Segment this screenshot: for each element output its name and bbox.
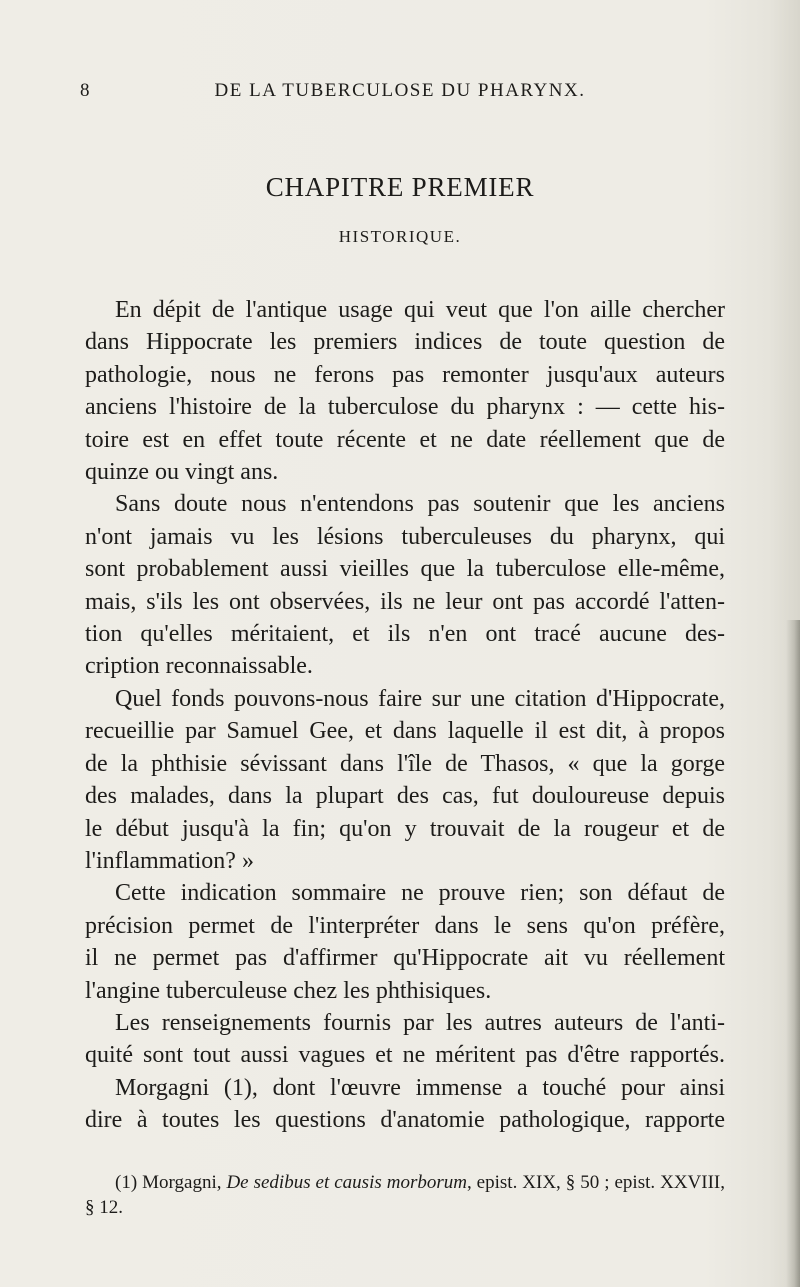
text-line: le début jusqu'à la fin; qu'on y trouvait de la rougeur et de xyxy=(85,815,725,842)
text-line: dire à toutes les questions d'anatomie pathologique, rapporte xyxy=(85,1107,725,1134)
text-line: des malades, dans la plupart des cas, fut douloureuse depuis xyxy=(85,783,725,810)
footnote-line xyxy=(85,1170,725,1195)
footnote xyxy=(85,1170,725,1220)
footnote-work-title: De sedibus et causis morborum xyxy=(226,1172,467,1193)
running-head xyxy=(80,80,720,104)
text-line: il ne permet pas d'affirmer qu'Hippocrate ait vu réellement xyxy=(85,945,725,972)
text-line: tion qu'elles méritaient, et ils n'en ont tracé aucune des- xyxy=(85,621,725,648)
text-line: l'angine tuberculeuse chez les phthisiques. xyxy=(85,977,492,1004)
running-title: DE LA TUBERCULOSE DU PHARYNX. xyxy=(214,80,586,101)
footnote-line: § 12. xyxy=(85,1197,123,1218)
text-line: l'inflammation? » xyxy=(85,847,254,874)
text-line: Les renseignements fournis par les autres auteurs de l'anti- xyxy=(115,1009,725,1036)
text-line: Quel fonds pouvons-nous faire sur une citation d'Hippocrate, xyxy=(115,685,725,712)
text-line: quité sont tout aussi vagues et ne méritent pas d'être rapportés. xyxy=(85,1042,725,1069)
text-line: n'ont jamais vu les lésions tuberculeuses du pharynx, qui xyxy=(85,523,725,550)
footnote-suffix: , epist. XIX, § 50 ; epist. XXVIII, xyxy=(466,1172,725,1193)
text-line: toire est en effet toute récente et ne date réellement que de xyxy=(85,426,725,453)
text-line: de la phthisie sévissant dans l'île de Thasos, « que la gorge xyxy=(85,750,725,777)
text-line: En dépit de l'antique usage qui veut que l'on aille chercher xyxy=(115,297,725,323)
text-line: pathologie, nous ne ferons pas remonter jusqu'aux auteurs xyxy=(85,361,725,388)
text-line: Sans doute nous n'entendons pas soutenir que les anciens xyxy=(115,491,725,518)
page-number: 8 xyxy=(80,80,91,101)
text-line: cription reconnaissable. xyxy=(85,653,313,680)
section-title: HISTORIQUE. xyxy=(338,227,462,246)
text-line: mais, s'ils les ont observées, ils ne leur ont pas accordé l'atten- xyxy=(85,588,725,615)
text-line: sont probablement aussi vieilles que la tuberculose elle-même, xyxy=(85,556,725,583)
text-line: précision permet de l'interpréter dans le sens qu'on préfère, xyxy=(85,912,725,939)
text-line: Morgagni (1), dont l'œuvre immense a touché pour ainsi xyxy=(115,1074,725,1101)
text-line: Cette indication sommaire ne prouve rien; son défaut de xyxy=(115,880,725,907)
body-text xyxy=(85,294,725,1137)
text-line: dans Hippocrate les premiers indices de toute question de xyxy=(85,329,725,356)
text-line: recueillie par Samuel Gee, et dans laquelle il est dit, à propos xyxy=(85,718,725,745)
chapter-title: CHAPITRE PREMIER xyxy=(265,172,535,202)
text-line: anciens l'histoire de la tuberculose du pharynx : — cette his- xyxy=(85,394,725,421)
footnote-prefix: (1) Morgagni, xyxy=(115,1172,227,1193)
text-line: quinze ou vingt ans. xyxy=(85,459,279,486)
page-edge-shadow xyxy=(786,620,800,1287)
